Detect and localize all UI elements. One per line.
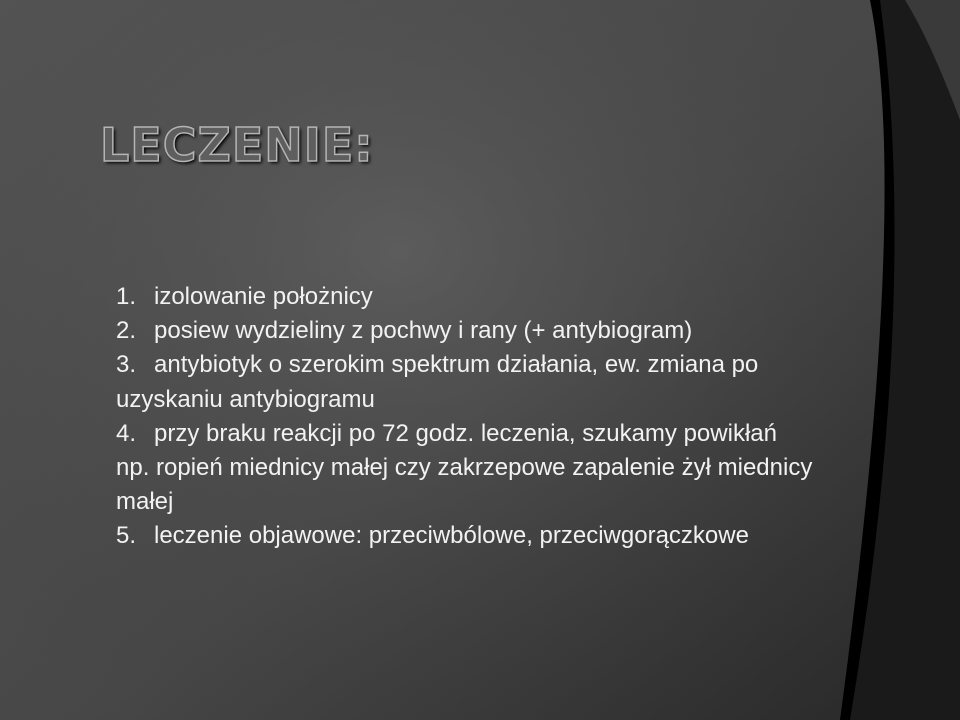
item-number: 2. (116, 317, 137, 345)
item-text: antybiotyk o szerokim spektrum działania, ew. zmiana po uzyskaniu antybiogramu (116, 351, 759, 413)
treatment-list (116, 280, 816, 554)
item-number: 5. (116, 522, 137, 550)
item-text: izolowanie położnicy (154, 283, 373, 310)
item-text: posiew wydzieliny z pochwy i rany (+ antybiogram) (154, 317, 693, 345)
slide-title: LECZENIE: (100, 118, 374, 172)
item-text: leczenie objawowe: przeciwbólowe, przeciwgorączkowe (154, 522, 749, 550)
item-number: 1. (116, 283, 137, 310)
item-number: 4. (116, 419, 137, 447)
list-item (116, 280, 816, 314)
list-item (116, 348, 816, 416)
list-item (116, 519, 816, 553)
item-text: przy braku reakcji po 72 godz. leczenia, szukamy powikłań np. ropień miednicy małej czy zakrzepowe zapalenie żył miednicy małej (116, 419, 813, 516)
list-item (116, 314, 816, 348)
item-number: 3. (116, 351, 137, 379)
list-item (116, 417, 816, 520)
